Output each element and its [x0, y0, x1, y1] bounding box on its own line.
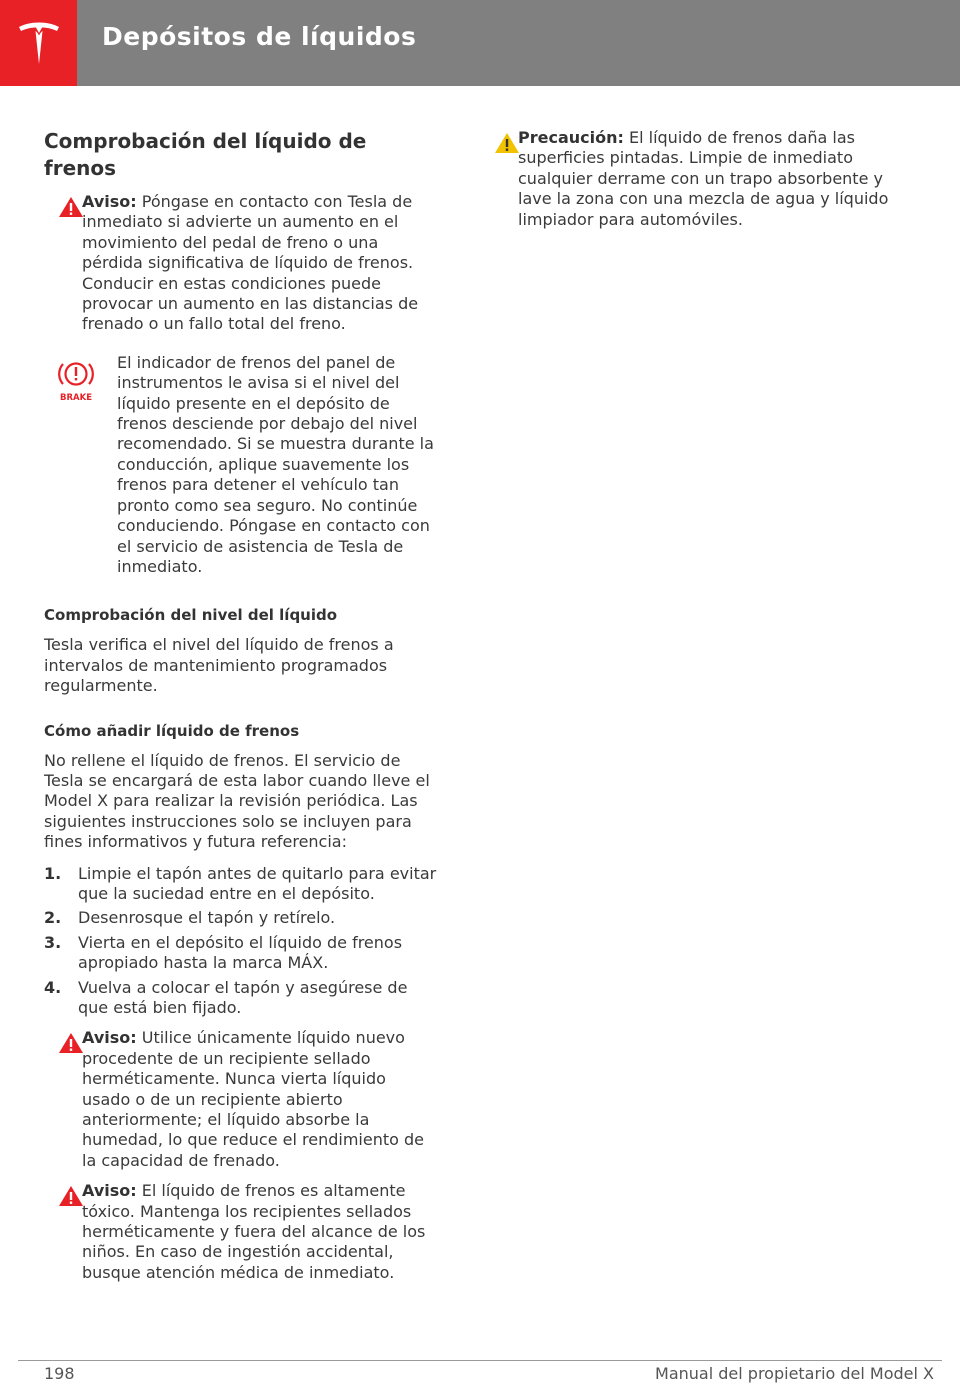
- warning-notice: [44, 192, 438, 335]
- warning-label: Aviso:: [82, 1181, 137, 1201]
- list-item: 1. Limpie el tapón antes de quitarlo para evitar que la suciedad entre en el depósito.: [44, 863, 437, 903]
- brake-indicator-text: El indicador de frenos del panel de instrumentos le avisa si el nivel del líquido presente en el depósito de frenos desciende por debajo del nivel recomendado. Si se muestra durante la conducción, aplique suavemente los frenos para detener el vehículo tan pronto como sea seguro. No continúe conduciendo. Póngase en contacto con el servicio de asistencia de Tesla de inmediato.: [117, 352, 434, 576]
- subsection-heading: Comprobación del nivel del líquido: [44, 606, 338, 625]
- warning-notice: [44, 1181, 438, 1283]
- brake-indicator-block: [44, 353, 438, 577]
- fluid-level-section: [44, 605, 438, 696]
- caution-icon: [494, 132, 520, 154]
- list-item: 2. Desenrosque el tapón y retírelo.: [44, 908, 336, 928]
- brake-icon-label: BRAKE: [60, 392, 92, 403]
- warning-icon: [58, 196, 84, 218]
- subsection-text: Tesla verifica el nivel del líquido de frenos a intervalos de mantenimiento programados regularmente.: [44, 635, 394, 696]
- subsection-text: No rellene el líquido de frenos. El servicio de Tesla se encargará de esta labor cuando lleve el Model X para realizar la revisión periódica. Las siguientes instrucciones solo se incluyen para fines informativos y futura referencia:: [44, 750, 430, 852]
- tesla-logo-icon: [0, 0, 77, 86]
- add-fluid-section: [44, 721, 438, 853]
- footer-divider: [18, 1360, 942, 1361]
- page-title: Depósitos de líquidos: [102, 22, 417, 51]
- list-item: 3. Vierta en el depósito el líquido de frenos apropiado hasta la marca MÁX.: [44, 932, 403, 973]
- subsection-heading: Cómo añadir líquido de frenos: [44, 721, 300, 740]
- steps-list: [44, 864, 438, 1019]
- warning-icon: [58, 1032, 84, 1054]
- warning-label: Aviso:: [82, 192, 137, 211]
- warning-icon: [58, 1185, 84, 1207]
- page-number: 198: [44, 1364, 75, 1383]
- warning-label: Aviso:: [82, 1028, 137, 1048]
- caution-text: El líquido de frenos daña las superficies pintadas. Limpie de inmediato cualquier derrame con un trapo absorbente y lave la zona con una mezcla de agua y líquido limpiador para automóviles.: [518, 128, 889, 229]
- warning-notice: [44, 1028, 438, 1171]
- right-column: [480, 128, 890, 230]
- section-heading: Comprobación del líquido de frenos: [44, 129, 367, 180]
- left-column: [44, 128, 438, 1283]
- list-item: 4. Vuelva a colocar el tapón y asegúrese de que está bien fijado.: [44, 977, 408, 1017]
- manual-title: Manual del propietario del Model X: [655, 1364, 934, 1383]
- warning-text: Póngase en contacto con Tesla de inmediato si advierte un aumento en el movimiento del pedal de freno o una pérdida significativa de líquido de frenos. Conducir en estas condiciones puede provocar un aumento en las distancias de frenado o un fallo total del freno.: [82, 192, 419, 334]
- brake-warning-icon: [56, 358, 96, 404]
- warning-text: Utilice únicamente líquido nuevo procedente de un recipiente sellado herméticamente. Nunca vierta líquido usado o de un recipiente abierto anteriormente; el líquido absorbe la humedad, lo que reduce el rendimiento de la capacidad de frenado.: [82, 1028, 424, 1170]
- page-header: [0, 0, 960, 86]
- caution-notice: [480, 128, 890, 230]
- caution-label: Precaución:: [518, 128, 624, 147]
- warning-text: El líquido de frenos es altamente tóxico. Mantenga los recipientes sellados herméticamente y fuera del alcance de los niños. En caso de ingestión accidental, busque atención médica de inmediato.: [82, 1181, 426, 1282]
